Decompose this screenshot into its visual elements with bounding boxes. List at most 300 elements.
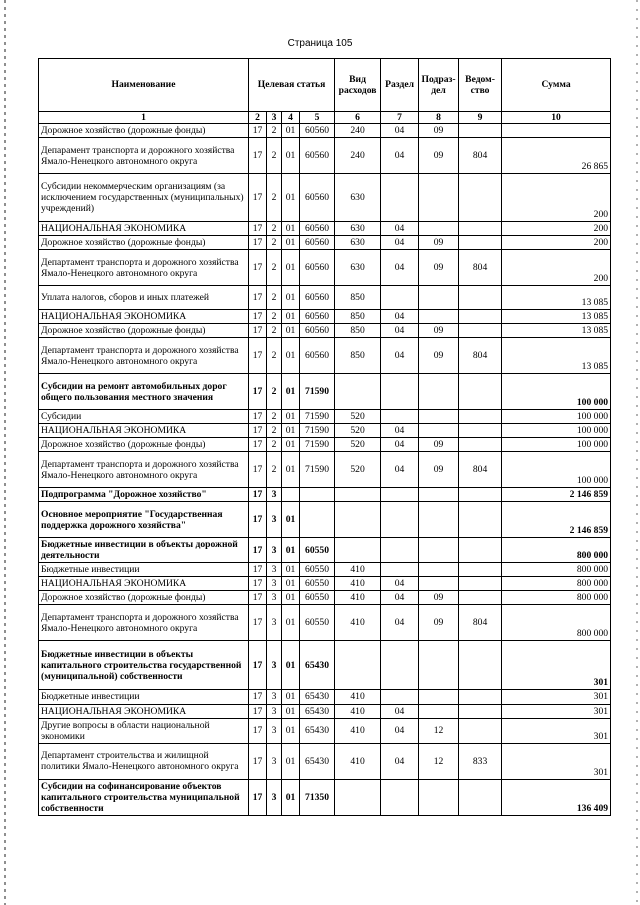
row-department [459,538,502,563]
row-code-activity [282,488,300,502]
row-section [381,641,419,690]
row-amount: 200 [502,236,611,250]
row-subsection [419,488,459,502]
row-expense-type: 410 [335,591,381,605]
row-name: Дорожное хозяйство (дорожные фонды) [39,438,249,452]
row-code-subprogram: 3 [267,591,282,605]
row-section [381,488,419,502]
row-section: 04 [381,338,419,374]
row-code-program: 17 [249,286,267,310]
table-row [39,452,611,488]
row-expense-type: 850 [335,338,381,374]
row-code-direction: 71590 [300,438,335,452]
row-department [459,577,502,591]
row-department [459,424,502,438]
row-code-direction: 60560 [300,286,335,310]
row-expense-type: 520 [335,452,381,488]
row-subsection: 09 [419,324,459,338]
row-code-activity: 01 [282,641,300,690]
table-row [39,690,611,704]
row-code-subprogram: 2 [267,174,282,222]
row-section [381,563,419,577]
row-expense-type: 520 [335,424,381,438]
row-expense-type: 850 [335,324,381,338]
table-row [39,641,611,690]
row-code-direction: 60560 [300,124,335,138]
row-department [459,222,502,236]
row-subsection: 09 [419,338,459,374]
row-code-subprogram: 2 [267,452,282,488]
row-section: 04 [381,324,419,338]
row-code-subprogram: 3 [267,488,282,502]
row-amount: 13 085 [502,286,611,310]
table-row [39,310,611,324]
row-code-direction: 60560 [300,310,335,324]
row-department: 804 [459,452,502,488]
row-code-program: 17 [249,591,267,605]
row-code-subprogram: 2 [267,424,282,438]
row-code-subprogram: 2 [267,124,282,138]
row-code-direction: 65430 [300,704,335,718]
row-expense-type: 630 [335,236,381,250]
row-department [459,641,502,690]
row-code-direction: 60560 [300,236,335,250]
row-amount: 800 000 [502,563,611,577]
row-amount [502,124,611,138]
col-number: 7 [381,112,419,124]
table-row [39,286,611,310]
row-department [459,779,502,815]
table-row [39,591,611,605]
row-expense-type: 410 [335,718,381,743]
header-subsection: Подраз-дел [419,59,459,112]
row-code-direction: 60550 [300,538,335,563]
row-amount: 100 000 [502,438,611,452]
row-subsection: 09 [419,605,459,641]
header-department: Ведом-ство [459,59,502,112]
row-department: 833 [459,743,502,779]
row-code-program: 17 [249,718,267,743]
row-department [459,563,502,577]
row-name: Уплата налогов, сборов и иных платежей [39,286,249,310]
row-code-activity: 01 [282,424,300,438]
row-code-activity: 01 [282,452,300,488]
row-subsection: 09 [419,250,459,286]
row-subsection: 09 [419,438,459,452]
row-section: 04 [381,704,419,718]
row-expense-type: 410 [335,563,381,577]
row-section [381,374,419,410]
table-row [39,222,611,236]
row-expense-type: 410 [335,605,381,641]
row-expense-type: 240 [335,124,381,138]
row-code-subprogram: 2 [267,250,282,286]
row-section [381,410,419,424]
row-subsection: 09 [419,591,459,605]
table-row [39,488,611,502]
row-subsection [419,641,459,690]
row-subsection: 09 [419,452,459,488]
row-department [459,718,502,743]
row-code-direction [300,488,335,502]
row-subsection [419,577,459,591]
row-expense-type: 410 [335,704,381,718]
row-expense-type [335,488,381,502]
row-code-subprogram: 3 [267,502,282,538]
row-amount: 200 [502,174,611,222]
table-row [39,424,611,438]
row-name: Дорожное хозяйство (дорожные фонды) [39,324,249,338]
row-section [381,690,419,704]
row-expense-type [335,374,381,410]
row-code-direction: 71590 [300,374,335,410]
row-name: Дорожное хозяйство (дорожные фонды) [39,124,249,138]
row-code-direction: 60560 [300,250,335,286]
row-code-subprogram: 2 [267,236,282,250]
row-expense-type [335,538,381,563]
row-expense-type: 850 [335,310,381,324]
row-amount: 13 085 [502,324,611,338]
row-code-program: 17 [249,222,267,236]
row-code-program: 17 [249,410,267,424]
row-section [381,502,419,538]
scan-edge-right [636,0,638,905]
row-expense-type: 410 [335,743,381,779]
row-code-subprogram: 2 [267,138,282,174]
row-amount: 800 000 [502,591,611,605]
table-row [39,374,611,410]
row-section [381,538,419,563]
row-name: Депарамент транспорта и дорожного хозяйства Ямало-Ненецкого автономного округа [39,138,249,174]
row-code-activity: 01 [282,324,300,338]
row-code-program: 17 [249,605,267,641]
row-code-direction: 65430 [300,718,335,743]
row-amount: 100 000 [502,452,611,488]
table-row [39,138,611,174]
table-row [39,563,611,577]
row-code-program: 17 [249,452,267,488]
row-amount: 800 000 [502,605,611,641]
row-subsection [419,286,459,310]
row-code-program: 17 [249,538,267,563]
row-name: НАЦИОНАЛЬНАЯ ЭКОНОМИКА [39,424,249,438]
row-amount: 301 [502,641,611,690]
row-department [459,374,502,410]
table-row [39,250,611,286]
table-row [39,779,611,815]
table-row [39,577,611,591]
row-name: Основное мероприятие "Государственная поддержка дорожного хозяйства" [39,502,249,538]
row-subsection [419,410,459,424]
row-name: Бюджетные инвестиции в объекты капитального строительства государственной (муниципальной) собственности [39,641,249,690]
col-number: 10 [502,112,611,124]
row-amount: 301 [502,690,611,704]
row-code-activity: 01 [282,718,300,743]
row-subsection: 09 [419,138,459,174]
header-row [39,59,611,112]
table-row [39,438,611,452]
row-amount: 2 146 859 [502,502,611,538]
table-row [39,743,611,779]
row-code-program: 17 [249,124,267,138]
row-code-subprogram: 2 [267,374,282,410]
row-section: 04 [381,138,419,174]
table-row [39,538,611,563]
header-name: Наименование [39,59,249,112]
row-amount: 100 000 [502,374,611,410]
row-section: 04 [381,438,419,452]
row-name: Департамент транспорта и дорожного хозяйства Ямало-Ненецкого автономного округа [39,250,249,286]
row-section: 04 [381,577,419,591]
row-code-program: 17 [249,338,267,374]
row-code-activity: 01 [282,310,300,324]
row-code-direction: 60550 [300,591,335,605]
row-name: Бюджетные инвестиции в объекты дорожной деятельности [39,538,249,563]
row-subsection [419,690,459,704]
row-code-activity: 01 [282,577,300,591]
row-section: 04 [381,424,419,438]
row-amount: 100 000 [502,424,611,438]
row-name: Департамент транспорта и дорожного хозяйства Ямало-Ненецкого автономного округа [39,605,249,641]
row-code-subprogram: 2 [267,410,282,424]
row-section: 04 [381,222,419,236]
table-row [39,174,611,222]
budget-table [38,58,611,816]
row-code-program: 17 [249,324,267,338]
row-name: Субсидии на ремонт автомобильных дорог общего пользования местного значения [39,374,249,410]
row-code-activity: 01 [282,704,300,718]
row-name: Субсидии [39,410,249,424]
row-subsection [419,174,459,222]
row-department: 804 [459,250,502,286]
row-code-activity: 01 [282,124,300,138]
row-section: 04 [381,591,419,605]
row-department [459,410,502,424]
row-code-subprogram: 3 [267,779,282,815]
row-name: Бюджетные инвестиции [39,690,249,704]
row-expense-type: 520 [335,438,381,452]
row-subsection: 09 [419,236,459,250]
row-amount: 800 000 [502,577,611,591]
row-name: Департамент транспорта и дорожного хозяйства Ямало-Ненецкого автономного округа [39,452,249,488]
row-department [459,591,502,605]
row-expense-type: 410 [335,577,381,591]
row-code-subprogram: 3 [267,605,282,641]
row-department [459,438,502,452]
row-code-subprogram: 3 [267,704,282,718]
table-row [39,324,611,338]
row-department [459,502,502,538]
row-code-program: 17 [249,374,267,410]
row-name: НАЦИОНАЛЬНАЯ ЭКОНОМИКА [39,222,249,236]
row-code-program: 17 [249,236,267,250]
row-code-program: 17 [249,577,267,591]
row-code-direction: 60550 [300,605,335,641]
row-code-activity: 01 [282,250,300,286]
row-code-direction: 65430 [300,743,335,779]
row-code-subprogram: 3 [267,577,282,591]
row-name: Субсидии на софинансирование объектов капитального строительства муниципальной собственности [39,779,249,815]
table-row [39,605,611,641]
row-subsection: 12 [419,718,459,743]
row-code-activity: 01 [282,743,300,779]
row-subsection [419,424,459,438]
row-amount: 301 [502,704,611,718]
row-amount: 800 000 [502,538,611,563]
row-code-activity: 01 [282,222,300,236]
row-code-direction: 60550 [300,577,335,591]
table-row [39,718,611,743]
row-code-direction: 60560 [300,324,335,338]
row-section: 04 [381,250,419,286]
row-amount: 13 085 [502,310,611,324]
row-code-subprogram: 2 [267,286,282,310]
col-number: 5 [300,112,335,124]
row-code-activity: 01 [282,286,300,310]
row-amount: 200 [502,222,611,236]
row-code-program: 17 [249,310,267,324]
row-code-activity: 01 [282,236,300,250]
row-section: 04 [381,310,419,324]
table-row [39,124,611,138]
row-code-subprogram: 2 [267,222,282,236]
row-expense-type [335,779,381,815]
row-code-program: 17 [249,743,267,779]
col-number: 4 [282,112,300,124]
header-exp-type: Вид расходов [335,59,381,112]
row-amount: 301 [502,743,611,779]
row-code-program: 17 [249,488,267,502]
header-amount: Сумма [502,59,611,112]
row-code-program: 17 [249,641,267,690]
col-number: 8 [419,112,459,124]
row-department: 804 [459,605,502,641]
row-expense-type: 520 [335,410,381,424]
table-row [39,410,611,424]
row-department [459,488,502,502]
row-code-activity: 01 [282,338,300,374]
row-code-activity: 01 [282,591,300,605]
row-expense-type [335,502,381,538]
col-number: 9 [459,112,502,124]
row-department [459,124,502,138]
row-code-activity: 01 [282,779,300,815]
row-name: НАЦИОНАЛЬНАЯ ЭКОНОМИКА [39,310,249,324]
row-subsection [419,563,459,577]
row-department [459,704,502,718]
row-code-activity: 01 [282,374,300,410]
row-department [459,286,502,310]
row-code-program: 17 [249,704,267,718]
row-code-subprogram: 2 [267,438,282,452]
row-code-activity: 01 [282,138,300,174]
row-code-activity: 01 [282,690,300,704]
row-amount: 136 409 [502,779,611,815]
row-code-activity: 01 [282,174,300,222]
row-code-activity: 01 [282,438,300,452]
col-number: 3 [267,112,282,124]
row-code-direction: 65430 [300,690,335,704]
table-row [39,236,611,250]
scan-edge-left [4,0,6,905]
table-row [39,502,611,538]
row-amount: 100 000 [502,410,611,424]
row-name: Департамент транспорта и дорожного хозяйства Ямало-Ненецкого автономного округа [39,338,249,374]
row-code-direction: 60560 [300,222,335,236]
row-section: 04 [381,452,419,488]
row-department: 804 [459,138,502,174]
row-code-subprogram: 3 [267,641,282,690]
row-department [459,236,502,250]
row-subsection [419,779,459,815]
row-code-activity: 01 [282,605,300,641]
row-code-direction: 71590 [300,410,335,424]
row-code-program: 17 [249,250,267,286]
row-section: 04 [381,718,419,743]
row-name: Бюджетные инвестиции [39,563,249,577]
col-number: 1 [39,112,249,124]
row-code-subprogram: 3 [267,563,282,577]
row-amount: 13 085 [502,338,611,374]
row-code-direction: 60560 [300,338,335,374]
row-code-direction: 71590 [300,452,335,488]
row-department [459,690,502,704]
row-code-subprogram: 3 [267,690,282,704]
row-code-subprogram: 3 [267,743,282,779]
row-code-direction: 60560 [300,138,335,174]
row-expense-type: 630 [335,222,381,236]
row-code-subprogram: 2 [267,310,282,324]
row-section [381,779,419,815]
row-department [459,174,502,222]
row-amount: 200 [502,250,611,286]
row-expense-type [335,641,381,690]
row-code-activity: 01 [282,563,300,577]
row-amount: 26 865 [502,138,611,174]
row-code-program: 17 [249,174,267,222]
row-code-direction: 71350 [300,779,335,815]
row-name: Дорожное хозяйство (дорожные фонды) [39,591,249,605]
row-subsection [419,374,459,410]
row-code-activity: 01 [282,538,300,563]
row-code-direction: 60560 [300,174,335,222]
row-code-program: 17 [249,502,267,538]
row-department [459,310,502,324]
row-code-direction: 71590 [300,424,335,438]
row-code-program: 17 [249,563,267,577]
row-code-direction [300,502,335,538]
row-code-program: 17 [249,138,267,174]
row-amount: 2 146 859 [502,488,611,502]
table-row [39,704,611,718]
row-code-subprogram: 3 [267,718,282,743]
row-subsection [419,310,459,324]
row-code-activity: 01 [282,410,300,424]
row-name: Другие вопросы в области национальной экономики [39,718,249,743]
row-department: 804 [459,338,502,374]
row-name: Департамент строительства и жилищной политики Ямало-Ненецкого автономного округа [39,743,249,779]
row-section: 04 [381,124,419,138]
row-subsection: 12 [419,743,459,779]
row-department [459,324,502,338]
col-number: 6 [335,112,381,124]
row-section: 04 [381,236,419,250]
table-row [39,338,611,374]
row-code-program: 17 [249,424,267,438]
row-code-subprogram: 2 [267,338,282,374]
row-name: Дорожное хозяйство (дорожные фонды) [39,236,249,250]
row-code-subprogram: 2 [267,324,282,338]
